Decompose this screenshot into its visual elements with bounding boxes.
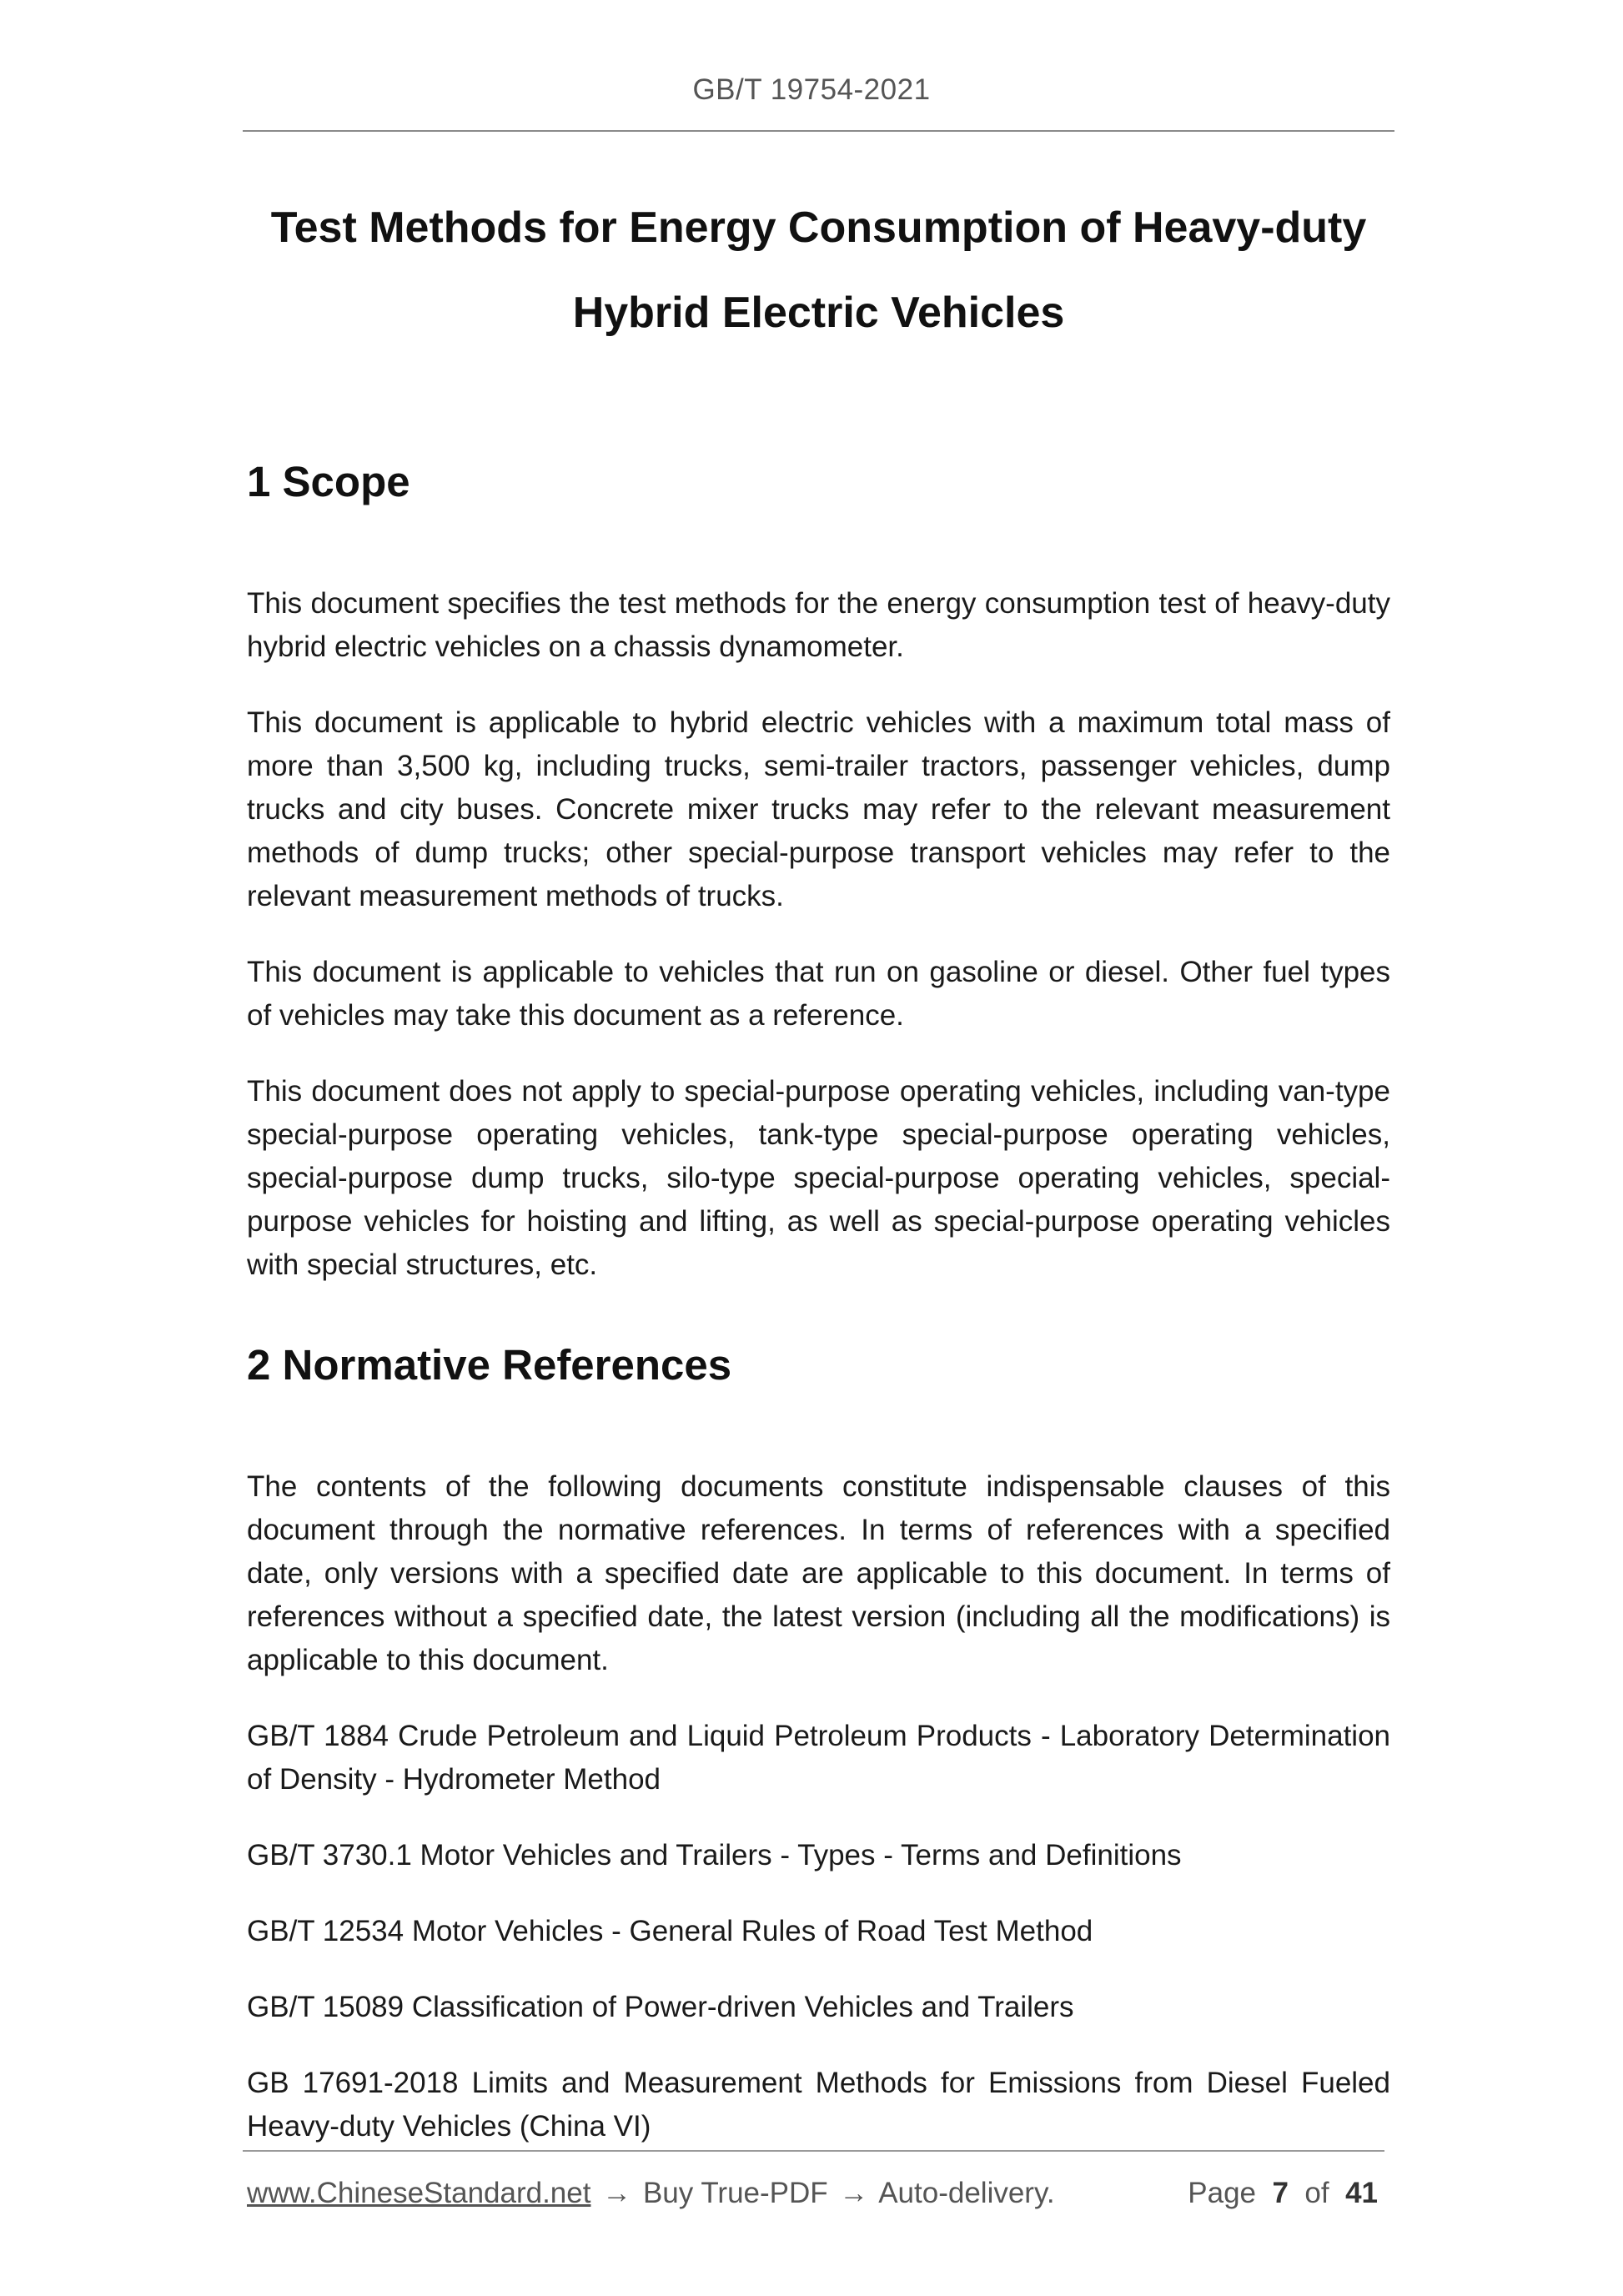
- arrow-right-icon: →: [602, 2177, 632, 2209]
- reference-entry: GB 17691-2018 Limits and Measurement Methods for Emissions from Diesel Fueled Heavy-duty Vehicles (China VI): [247, 2067, 1390, 2143]
- standard-code-header: GB/T 19754-2021: [692, 73, 931, 106]
- title-line-1: Test Methods for Energy Consumption of Heavy-duty: [270, 203, 1367, 252]
- buy-true-pdf-text: Buy True-PDF: [642, 2177, 828, 2209]
- section-heading-normative-references: 2 Normative References: [247, 1341, 732, 1389]
- page-footer: [247, 2170, 1384, 2217]
- footer-divider: [243, 2150, 1384, 2152]
- paragraph: This document is applicable to hybrid electric vehicles with a maximum total mass of more than 3,500 kg, including trucks, semi-trailer tractors, passenger vehicles, dump trucks and city buses. Concrete mixer trucks may refer to the relevant measurement methods of dump trucks; other special-purpose transport vehicles may refer to the relevant measurement methods of trucks.: [247, 706, 1390, 912]
- reference-entry: GB/T 1884 Crude Petroleum and Liquid Petroleum Products - Laboratory Determination of Density - Hydrometer Method: [247, 1720, 1390, 1796]
- current-page-number: 7: [1272, 2177, 1289, 2209]
- footer-promo: [247, 2170, 1055, 2217]
- header-divider: [243, 130, 1394, 132]
- paragraph: This document specifies the test methods for the energy consumption test of heavy-duty hybrid electric vehicles on a chassis dynamometer.: [247, 587, 1390, 663]
- document-title: [243, 185, 1394, 355]
- total-pages: 41: [1345, 2177, 1378, 2209]
- website-link[interactable]: www.ChineseStandard.net: [247, 2177, 591, 2209]
- reference-entry: GB/T 12534 Motor Vehicles - General Rules of Road Test Method: [247, 1915, 1093, 1947]
- arrow-right-icon: →: [839, 2177, 869, 2209]
- paragraph: This document does not apply to special-purpose operating vehicles, including van-type special-purpose operating vehicles, tank-type special-purpose operating vehicles, special-purpose dump trucks, silo-type special-purpose operating vehicles, special-purpose vehicles for hoisting and lifting, as well as special-purpose operating vehicles with special structures, etc.: [247, 1075, 1390, 1281]
- page-label: Page: [1188, 2177, 1257, 2209]
- page-indicator: [1188, 2170, 1378, 2217]
- of-label: of: [1304, 2177, 1329, 2209]
- auto-delivery-text: Auto-delivery.: [878, 2177, 1055, 2209]
- reference-entry: GB/T 15089 Classification of Power-driven Vehicles and Trailers: [247, 1991, 1074, 2023]
- section-heading-scope: 1 Scope: [247, 458, 410, 505]
- reference-entry: GB/T 3730.1 Motor Vehicles and Trailers - Types - Terms and Definitions: [247, 1839, 1182, 1871]
- paragraph: This document is applicable to vehicles that run on gasoline or diesel. Other fuel types of vehicles may take this document as a reference.: [247, 956, 1390, 1032]
- document-body: [247, 449, 1390, 2181]
- paragraph: The contents of the following documents constitute indispensable clauses of this document through the normative references. In terms of references with a specified date, only versions with a specified date are applicable to this document. In terms of references without a specified date, the latest version (including all the modifications) is applicable to this document.: [247, 1470, 1390, 1676]
- title-line-2: Hybrid Electric Vehicles: [572, 289, 1065, 337]
